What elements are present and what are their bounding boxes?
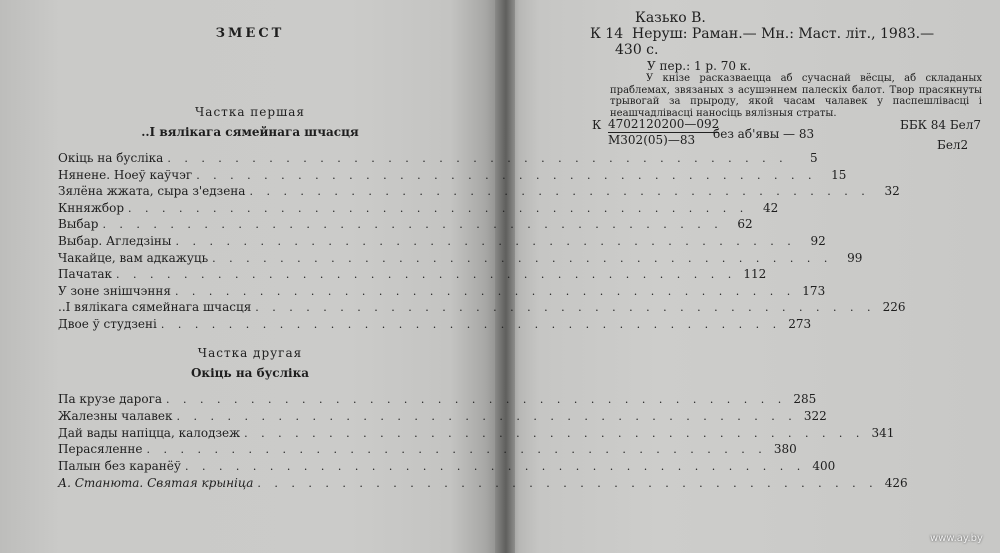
toc-leader-dots: . . . . . . . . . . . . . . . . . . . . . . . . . . . . . . . . . . . . . bbox=[249, 185, 870, 199]
toc-entry-page: 5 bbox=[809, 151, 818, 165]
catalog-bel2: Бел2 bbox=[937, 138, 969, 152]
part2-heading: Частка другая bbox=[197, 346, 303, 360]
toc-leader-dots: . . . . . . . . . . . . . . . . . . . . . . . . . . . . . . . . . . . . . bbox=[146, 443, 767, 457]
toc-entry-title: Пачатак bbox=[58, 267, 112, 282]
catalog-title-line: Неруш: Раман.— Мн.: Маст. літ., 1983.— bbox=[632, 26, 935, 42]
toc-entry-page: 341 bbox=[871, 425, 895, 440]
catalog-pages: 430 с. bbox=[615, 42, 659, 58]
catalog-numerator: 4702120200—092 bbox=[608, 117, 720, 131]
toc-leader-dots: . . . . . . . . . . . . . . . . . . . . . . . . . . . . . . . . . . . . . bbox=[116, 268, 737, 282]
toc-entry-page: 380 bbox=[773, 442, 797, 457]
toc-leader-dots: . . . . . . . . . . . . . . . . . . . . . . . . . . . . . . . . . . . . . bbox=[166, 393, 787, 406]
toc-entry-title: Кнняжбор bbox=[58, 200, 125, 215]
toc-entry bbox=[58, 151, 818, 166]
toc-entry-title: Нянене. Ноеў каўчэг bbox=[58, 167, 193, 182]
toc-entry-page: 42 bbox=[763, 200, 779, 215]
toc-entry-title: Дай вады напіцца, калодзеж bbox=[58, 425, 241, 440]
toc-entry-page: 426 bbox=[884, 476, 908, 490]
toc-leader-dots: . . . . . . . . . . . . . . . . . . . . . . . . . . . . . . . . . . . . . bbox=[212, 251, 833, 265]
catalog-bbk: ББК 84 Бел7 bbox=[900, 118, 981, 132]
toc-leader-dots: . . . . . . . . . . . . . . . . . . . . . . . . . . . . . . . . . . . . . bbox=[196, 168, 817, 182]
toc-entry-title: Зялёна жжата, сыра з'едзена bbox=[58, 184, 246, 199]
toc-entry bbox=[58, 283, 826, 299]
part2-subtitle: Окіць на бусліка bbox=[190, 366, 310, 380]
toc-entry bbox=[58, 476, 908, 491]
part1-heading: Частка першая bbox=[195, 105, 305, 119]
toc-entry-title: Чакайце, вам адкажуць bbox=[58, 250, 209, 265]
toc-entry-page: 322 bbox=[803, 408, 827, 423]
toc-entry-page: 285 bbox=[793, 392, 817, 406]
catalog-code: К 14 bbox=[590, 26, 624, 42]
toc-entry-title: У зоне знішчэння bbox=[58, 283, 171, 298]
toc-entry-title: ..І вялікага сямейнага шчасця bbox=[58, 300, 252, 315]
toc-entry-page: 32 bbox=[884, 184, 900, 199]
toc-leader-dots: . . . . . . . . . . . . . . . . . . . . . . . . . . . . . . . . . . . . . bbox=[184, 460, 806, 474]
toc-leader-dots: . . . . . . . . . . . . . . . . . . . . . . . . . . . . . . . . . . . . . bbox=[176, 409, 797, 423]
toc-entry-page: 112 bbox=[743, 267, 767, 282]
toc-entry bbox=[58, 392, 817, 407]
toc-entry-page: 15 bbox=[831, 167, 847, 182]
toc-entry bbox=[58, 442, 797, 457]
toc-entry-page: 273 bbox=[788, 317, 812, 331]
toc-entry bbox=[58, 425, 895, 441]
watermark: www.ay.by bbox=[930, 533, 983, 544]
toc-entry bbox=[58, 217, 753, 232]
toc-entry bbox=[58, 459, 836, 474]
catalog-annotation: У кнізе расказваецца аб сучаснай вёсцы, аб складаных праблемах, звязаных з асушэннем палескіх балот. Твор прасякнуты трывогай за прыроду, якой часам чалавек у паспешлівасці і неашчадлівасці наносіць вялізныя страты. bbox=[610, 73, 982, 119]
toc-entry-page: 173 bbox=[802, 283, 826, 298]
toc-entry bbox=[58, 300, 906, 315]
toc-entry-title: Жалезны чалавек bbox=[58, 408, 173, 423]
toc-leader-dots: . . . . . . . . . . . . . . . . . . . . . . . . . . . . . . . . . . . . . bbox=[102, 218, 723, 232]
toc-entry bbox=[58, 267, 767, 282]
toc-entry bbox=[58, 234, 826, 249]
toc-leader-dots: . . . . . . . . . . . . . . . . . . . . . . . . . . . . . . . . . . . . . bbox=[128, 201, 749, 215]
toc-entry-title: А. Станюта. Святая крыніца bbox=[58, 476, 254, 490]
toc-entry-title: Палын без каранёў bbox=[58, 459, 181, 474]
toc-entry bbox=[58, 200, 779, 216]
toc-entry-title: Окіць на бусліка bbox=[58, 151, 164, 165]
part1-subtitle: ..І вялікага сямейнага шчасця bbox=[141, 125, 359, 139]
toc-entry-page: 92 bbox=[810, 234, 826, 248]
toc-leader-dots: . . . . . . . . . . . . . . . . . . . . . . . . . . . . . . . . . . . . . bbox=[160, 318, 782, 331]
toc-entry-page: 226 bbox=[882, 300, 906, 315]
catalog-author: Казько В. bbox=[635, 10, 706, 26]
toc-entry-title: Выбар bbox=[58, 217, 99, 232]
catalog-bez: без аб'явы — 83 bbox=[713, 127, 815, 141]
toc-leader-dots: . . . . . . . . . . . . . . . . . . . . . . . . . . . . . . . . . . . . . bbox=[167, 152, 788, 165]
toc-entry bbox=[58, 408, 827, 424]
toc-entry-page: 400 bbox=[812, 459, 836, 474]
catalog-price: У пер.: 1 р. 70 к. bbox=[647, 59, 752, 73]
toc-entry bbox=[58, 317, 812, 332]
toc-entry bbox=[58, 250, 863, 266]
catalog-denominator: М302(05)—83 bbox=[608, 133, 696, 147]
toc-entry bbox=[58, 167, 847, 183]
toc-entry-title: Па крузе дарога bbox=[58, 392, 163, 406]
toc-entry-page: 62 bbox=[737, 217, 753, 232]
toc-title: ЗМЕСТ bbox=[215, 26, 285, 41]
toc-leader-dots: . . . . . . . . . . . . . . . . . . . . . . . . . . . . . . . . . . . . . bbox=[175, 235, 796, 248]
toc-leader-dots: . . . . . . . . . . . . . . . . . . . . . . . . . . . . . . . . . . . . . bbox=[255, 301, 876, 315]
catalog-index-fraction bbox=[608, 117, 719, 147]
toc-leader-dots: . . . . . . . . . . . . . . . . . . . . . . . . . . . . . . . . . . . . . bbox=[244, 426, 865, 440]
toc-entry-title: Перасяленне bbox=[58, 442, 143, 457]
toc-leader-dots: . . . . . . . . . . . . . . . . . . . . . . . . . . . . . . . . . . . . . bbox=[257, 477, 878, 490]
toc-entry bbox=[58, 184, 900, 199]
toc-entry-title: Выбар. Агледзіны bbox=[58, 234, 172, 248]
toc-leader-dots: . . . . . . . . . . . . . . . . . . . . . . . . . . . . . . . . . . . . . bbox=[174, 284, 796, 298]
catalog-k-letter: К bbox=[592, 118, 602, 132]
toc-entry-page: 99 bbox=[847, 250, 863, 265]
toc-entry-title: Двое ў студзені bbox=[58, 317, 157, 331]
